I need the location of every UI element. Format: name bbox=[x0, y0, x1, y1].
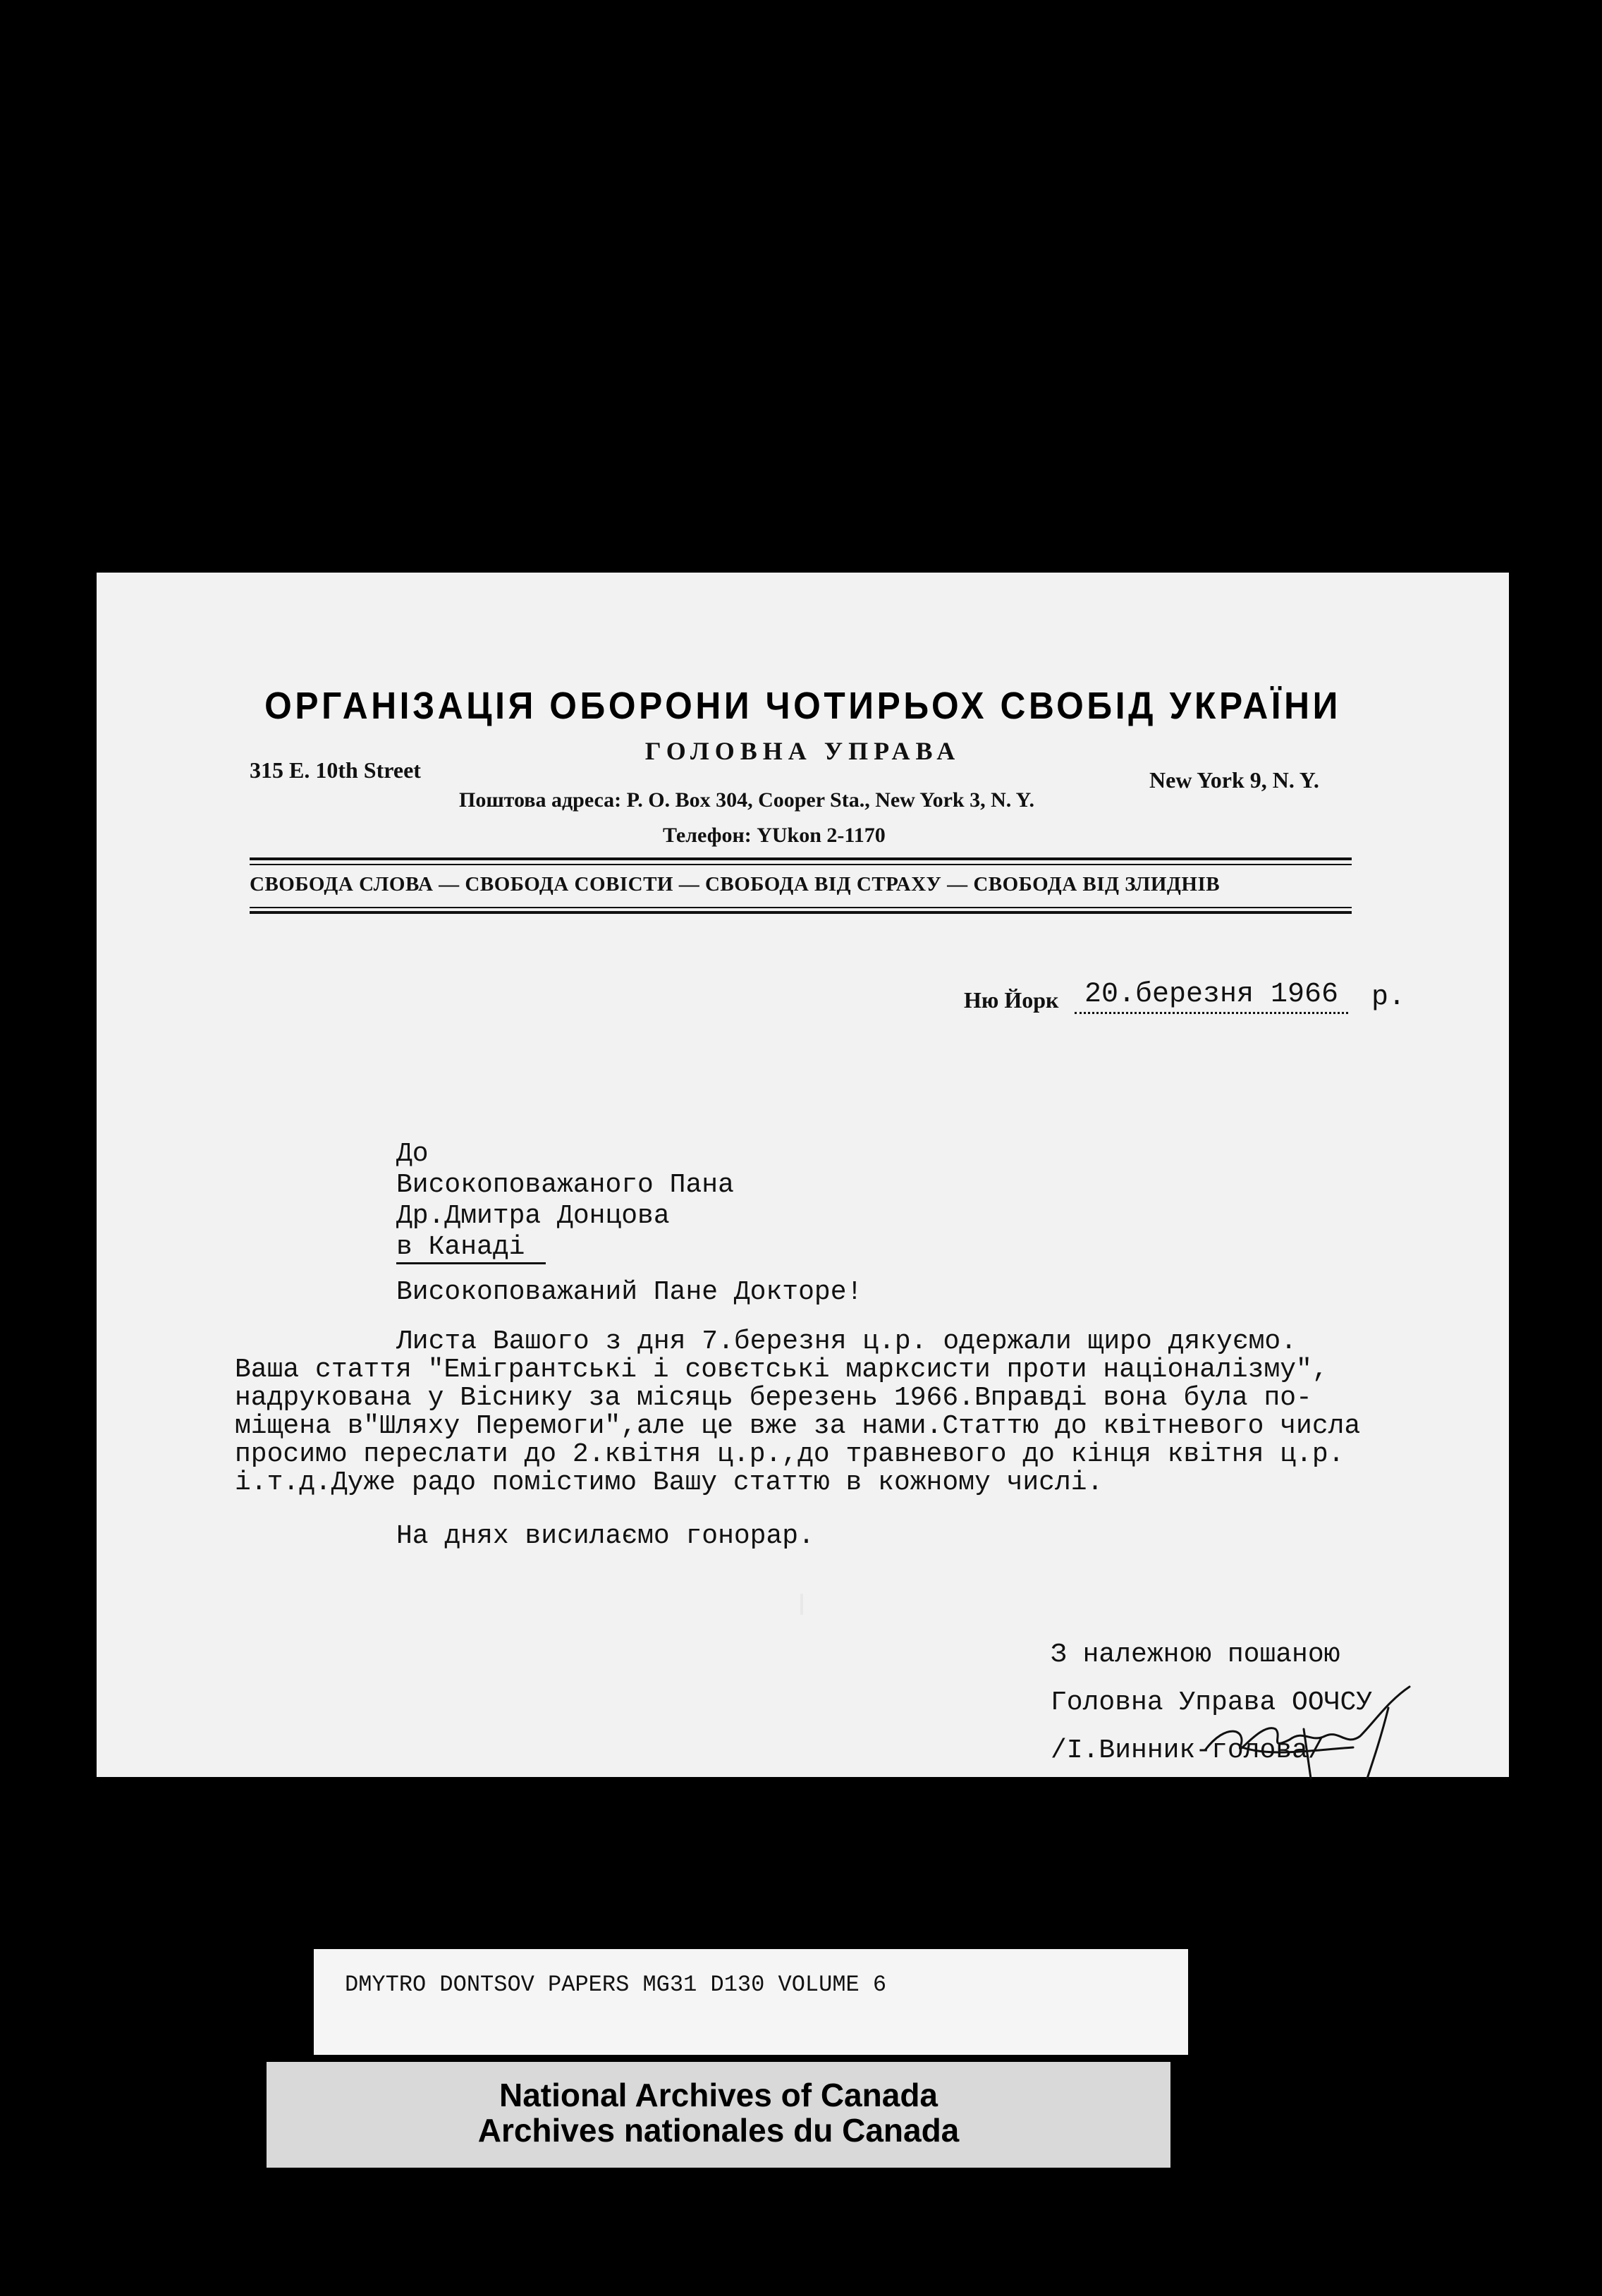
dateline-suffix: р. bbox=[1371, 982, 1406, 1013]
organization-title: ОРГАНІЗАЦІЯ ОБОРОНИ ЧОТИРЬОХ СВОБІД УКРАЇНИ bbox=[264, 685, 1341, 727]
divider-bottom-2 bbox=[250, 911, 1352, 914]
body-line: міщена в"Шляху Перемоги",але це вже за нами.Статтю до квітневого числа bbox=[235, 1411, 1361, 1441]
archive-label-text: DMYTRO DONTSOV PAPERS MG31 D130 VOLUME 6 bbox=[345, 1972, 887, 1998]
closing-note: На днях висилаємо гонорар. bbox=[396, 1521, 814, 1551]
body-line: і.т.д.Дуже радо помістимо Вашу статтю в кожному числі. bbox=[235, 1467, 1103, 1498]
archive-stamp bbox=[267, 2062, 1170, 2168]
archive-label bbox=[314, 1949, 1188, 2055]
motto-line: СВОБОДА СЛОВА — СВОБОДА СОВІСТИ — СВОБОДА ВІД СТРАХУ — СВОБОДА ВІД ЗЛИДНІВ bbox=[250, 873, 1221, 896]
recipient-line-3: Др.Дмитра Донцова bbox=[396, 1201, 670, 1231]
signature-regards: З належною пошаною bbox=[1051, 1639, 1340, 1670]
body-line: надрукована у Віснику за місяць березень 1966.Вправді вона була по- bbox=[235, 1383, 1312, 1413]
city-address: New York 9, N. Y. bbox=[1149, 767, 1319, 793]
signature-name: /І.Винник-голова/ bbox=[1051, 1735, 1324, 1766]
postal-address: Поштова адреса: P. O. Box 304, Cooper Sta., New York 3, N. Y. bbox=[459, 788, 1035, 812]
dateline-place: Ню Йорк bbox=[964, 987, 1059, 1013]
film-speck bbox=[800, 1594, 803, 1615]
archive-stamp-english: National Archives of Canada bbox=[499, 2077, 938, 2113]
salutation: Високоповажаний Пане Докторе! bbox=[396, 1277, 863, 1307]
handwritten-signature bbox=[1198, 1680, 1424, 1785]
divider-top-2 bbox=[250, 864, 1352, 865]
signature-board: Головна Управа ООЧСУ bbox=[1051, 1687, 1373, 1718]
recipient-line-1: До bbox=[396, 1139, 429, 1169]
divider-top-1 bbox=[250, 857, 1352, 860]
department-title: ГОЛОВНА УПРАВА bbox=[644, 737, 961, 765]
dateline-date: 20.березня 1966 bbox=[1075, 979, 1348, 1014]
recipient-line-2: Високоповажаного Пана bbox=[396, 1170, 734, 1200]
street-address: 315 E. 10th Street bbox=[250, 757, 421, 783]
body-line: просимо переслати до 2.квітня ц.р.,до травневого до кінця квітня ц.р. bbox=[235, 1439, 1345, 1470]
body-line: Ваша стаття "Емігрантські і совєтські марксисти проти націоналізму", bbox=[235, 1355, 1328, 1385]
archive-stamp-french: Archives nationales du Canada bbox=[477, 2112, 960, 2149]
divider-bottom-1 bbox=[250, 907, 1352, 908]
recipient-line-4: в Канаді bbox=[396, 1233, 546, 1264]
body-line: Листа Вашого з дня 7.березня ц.р. одержали щиро дякуємо. bbox=[396, 1326, 1297, 1357]
phone-number: Телефон: YUkon 2-1170 bbox=[663, 824, 886, 847]
